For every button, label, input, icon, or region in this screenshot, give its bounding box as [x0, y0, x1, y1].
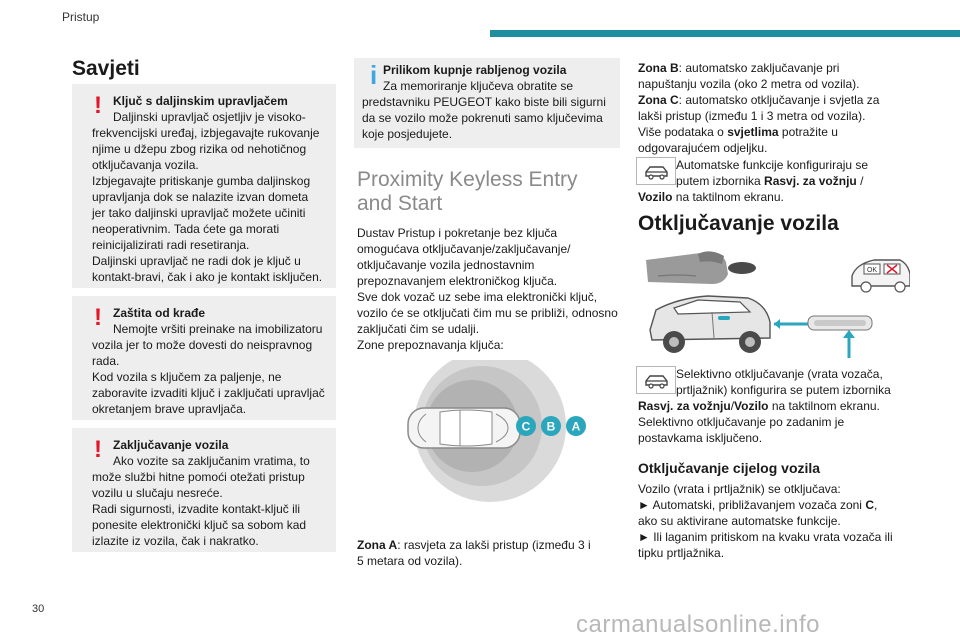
note-line: okretanjem brave upravljača.: [92, 402, 247, 416]
note-line: rada.: [92, 354, 120, 368]
car-settings-icon: [636, 157, 676, 185]
text-fragment: : automatsko zaključavanje pri: [678, 61, 840, 75]
car-settings-icon: [636, 366, 676, 394]
zone-a-label: Zona A: [357, 538, 398, 552]
door-handle-icon: [774, 316, 872, 358]
note-line: kontakt-bravi, čak i ako je kontakt isključen.: [92, 270, 323, 284]
text-fragment: Više podataka o: [638, 125, 728, 139]
text-line: 5 metara od vozila).: [357, 554, 463, 568]
note-line: neoperativnim. Tada ćete ga morati: [92, 222, 280, 236]
text-bold: Vozilo: [734, 399, 769, 413]
text-line: postavkama isključeno.: [638, 431, 763, 445]
zone-label-c: C: [521, 419, 531, 434]
text-fragment: : automatsko otključavanje i svjetla za: [678, 93, 880, 107]
proximity-description: [357, 225, 625, 353]
whole-vehicle-unlock-text: [638, 481, 910, 561]
note-line: vozila jer to može dovesti do neispravnog: [92, 338, 313, 352]
zone-c-label: Zona C: [638, 93, 679, 107]
note-line: ponesite elektronički ključ sa sobom kad: [92, 518, 307, 532]
text-line: [638, 60, 910, 76]
savjeti-heading: Savjeti: [72, 57, 140, 80]
note-line: koje posjedujete.: [362, 127, 453, 141]
note-line: predstavniku PEUGEOT kako biste bili sigurni: [362, 95, 606, 109]
note-line: vozilu u slučaju nesreće.: [92, 486, 223, 500]
text-line: zaključati čim se udalji.: [357, 322, 480, 336]
car-top-view-icon: [408, 408, 520, 448]
zone-a-description: [357, 537, 619, 569]
text-fragment: ► Automatski, približavanjem vozača zoni: [638, 498, 866, 512]
text-line: [676, 173, 916, 189]
text-bold: Rasvj. za vožnju: [764, 174, 857, 188]
note-line: frekvencijski uređaj, izbjegavajte rukovanje: [92, 126, 320, 140]
door-handle-highlight: [718, 316, 730, 320]
text-line: Vozilo (vrata i prtljažnik) se otključava:: [638, 482, 841, 496]
unlocking-heading: Otključavanje vozila: [638, 212, 839, 235]
text-bold: svjetlima: [727, 125, 779, 139]
warning-note-locking: [72, 428, 336, 552]
text-line: Selektivno otključavanje (vrata vozača,: [676, 367, 883, 381]
note-line: Izbjegavajte pritiskanje gumba daljinskog: [92, 174, 311, 188]
warning-icon: !: [94, 92, 102, 119]
warning-note-theft-protection: [72, 296, 336, 420]
warning-icon: !: [94, 436, 102, 463]
text-line: [357, 537, 619, 553]
text-line: ako su aktivirane automatske funkcije.: [638, 514, 841, 528]
note-line: može službi hitne pomoći otežati pristup: [92, 470, 305, 484]
page-number: 30: [32, 603, 45, 615]
text-line: odgovarajućem odjeljku.: [638, 141, 768, 155]
note-title: Zaštita od krađe: [113, 306, 206, 320]
note-line: njime u džepu zbog rizika od nehotičnog: [92, 142, 307, 156]
auto-functions-text-cont: [638, 189, 898, 205]
info-note-used-vehicle: [354, 58, 620, 148]
warning-icon: !: [94, 304, 102, 331]
text-line: omogućava otključavanje/zaključavanje/: [357, 242, 571, 256]
text-line: [638, 497, 910, 513]
note-line: Nemojte vršiti preinake na imobilizatoru: [113, 322, 323, 336]
note-line: reinicijalizirati radi resetiranja.: [92, 238, 250, 252]
text-fragment: potražite u: [778, 125, 838, 139]
note-line: jer tako daljinski upravljač možete učiniti: [92, 206, 306, 220]
key-zones-diagram: [368, 360, 608, 518]
zone-label-a: A: [571, 419, 581, 434]
zone-label-b: B: [546, 419, 556, 434]
section-title: Pristup: [62, 10, 100, 24]
text-fragment: na taktilnom ekranu.: [672, 190, 784, 204]
header-accent-bar: [490, 30, 960, 37]
auto-functions-text: [676, 157, 916, 189]
text-fragment: /: [730, 399, 735, 413]
zone-b-label: Zona B: [638, 61, 679, 75]
text-bold: Rasvj. za vožnju: [638, 399, 731, 413]
suv-three-quarter-icon: [650, 296, 770, 353]
info-icon: i: [370, 60, 378, 90]
note-line: upravljanja dok se nalazite izvan dometa: [92, 190, 309, 204]
note-line: otključavanja vozila.: [92, 158, 199, 172]
note-title: Zaključavanje vozila: [113, 438, 229, 452]
text-line: Sve dok vozač uz sebe ima elektronički ključ,: [357, 290, 598, 304]
note-title: Prilikom kupnje rabljenog vozila: [383, 63, 567, 77]
proximity-heading: [357, 168, 617, 216]
text-line: prtljažnik) konfigurira se putem izbornika: [676, 383, 891, 397]
car-side-ok-icon: [852, 260, 910, 292]
hand-with-key-icon: [646, 251, 756, 284]
note-line: Za memoriranje ključeva obratite se: [383, 79, 574, 93]
text-line: Zone prepoznavanja ključa:: [357, 338, 504, 352]
text-fragment: /: [856, 174, 864, 188]
watermark-text: carmanualsonline.info: [576, 611, 820, 638]
text-fragment: ,: [873, 498, 878, 512]
text-line: Dustav Pristup i pokretanje bez ključa: [357, 226, 558, 240]
text-line: vozilo će se otključati čim mu se približi, odnosno: [357, 306, 618, 320]
text-line: napuštanju vozila (oko 2 metra od vozila).: [638, 77, 860, 91]
note-title: Ključ s daljinskim upravljačem: [113, 94, 288, 108]
text-line: [638, 189, 898, 205]
text-line: [638, 124, 910, 140]
zone-badge-c: [516, 416, 536, 436]
text-fragment: putem izbornika: [676, 174, 765, 188]
zone-badge-a: [566, 416, 586, 436]
text-line: [638, 398, 910, 414]
text-fragment: : rasvjeta za lakši pristup (između 3 i: [397, 538, 591, 552]
text-line: tipku prtljažnika.: [638, 546, 725, 560]
unlocking-illustration: [638, 246, 910, 366]
text-line: [638, 92, 910, 108]
text-bold: Vozilo: [638, 190, 673, 204]
note-line: izlazite iz vozila, čak i nakratko.: [92, 534, 259, 548]
zone-badge-b: [541, 416, 561, 436]
text-bold: C: [865, 498, 874, 512]
text-fragment: na taktilnom ekranu.: [768, 399, 880, 413]
whole-vehicle-unlock-heading: Otključavanje cijelog vozila: [638, 460, 821, 476]
zones-bc-description: [638, 60, 910, 156]
text-line: Selektivno otključavanje po zadanim je: [638, 415, 845, 429]
note-line: da se vozilo može pokrenuti samo ključevima: [362, 111, 603, 125]
proximity-heading-line: and Start: [357, 192, 443, 215]
note-line: Daljinski upravljač osjetljiv je visoko-: [113, 110, 306, 124]
note-line: Daljinski upravljač ne radi dok je ključ u: [92, 254, 301, 268]
note-line: Kod vozila s ključem za paljenje, ne: [92, 370, 282, 384]
note-line: zaboravite izvaditi ključ i zaključati upravljač: [92, 386, 325, 400]
text-line: ► Ili laganim pritiskom na kvaku vrata vozača ili: [638, 530, 893, 544]
text-line: Automatske funkcije konfiguriraju se: [676, 158, 869, 172]
text-line: prepoznavanjem elektroničkog ključa.: [357, 274, 558, 288]
proximity-heading-line: Proximity Keyless Entry: [357, 168, 578, 191]
note-line: Ako vozite sa zaključanim vratima, to: [113, 454, 310, 468]
ok-label: OK: [866, 267, 878, 274]
selective-unlocking-text-cont: [638, 398, 910, 446]
text-line: otključavanje vozila jednostavnim: [357, 258, 535, 272]
note-line: Radi sigurnosti, izvadite kontakt-ključ ili: [92, 502, 301, 516]
warning-note-remote-key: [72, 84, 336, 288]
selective-unlocking-text: [676, 366, 916, 398]
text-line: lakši pristup (između 1 i 3 metra od vozila).: [638, 109, 866, 123]
